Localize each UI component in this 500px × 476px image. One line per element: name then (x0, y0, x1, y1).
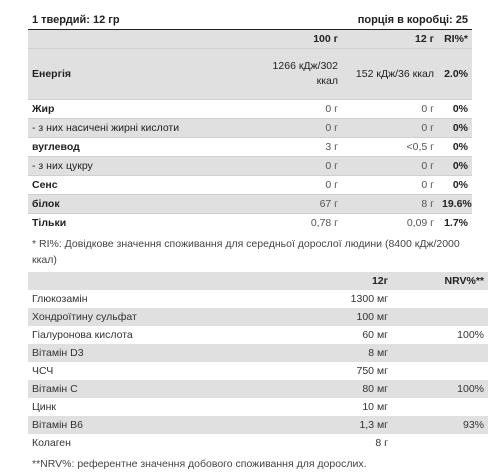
ingredient-nrv (392, 362, 488, 380)
table-row (28, 434, 488, 452)
row-value-12g: 0 г (342, 119, 438, 138)
row-value-12g: 152 кДж/36 ккал (342, 49, 438, 100)
header-ingredient (28, 272, 256, 290)
ingredient-amount: 80 мг (362, 383, 388, 395)
ingredient-nrv: 93% (462, 419, 484, 431)
header-nrv: NRV%** (444, 275, 484, 287)
ingredient-nrv: 100% (457, 383, 484, 395)
ingredient-amount: 10 мг (362, 401, 388, 413)
ingredient-amount: 60 мг (362, 329, 388, 341)
header-label (28, 30, 256, 49)
row-ri: 0% (438, 119, 472, 138)
ingredient-name: Хондроїтину сульфат (32, 311, 137, 323)
header-ri: RI%* (444, 33, 468, 45)
row-label: Енергія (28, 49, 256, 100)
row-value-100g: 67 г (256, 195, 342, 214)
row-value-100g: 3 г (256, 138, 342, 157)
row-ri: 0% (438, 100, 472, 119)
ingredient-amount: 1300 мг (350, 293, 388, 305)
nutrition-table (28, 30, 472, 232)
table-row (28, 100, 472, 119)
ingredient-nrv (392, 308, 488, 326)
table-row (28, 398, 488, 416)
row-label: вуглевод (28, 138, 256, 157)
ingredient-name: Гіалуронова кислота (32, 329, 133, 341)
ingredient-name: Вітамін D3 (32, 347, 84, 359)
ingredients-table-header (28, 272, 488, 290)
ri-footnote: * RI%: Довідкове значення споживання для середньої дорослої людини (8400 кДж/2000 ккал) (32, 238, 460, 266)
row-label: білок (28, 195, 256, 214)
ingredients-table (28, 272, 488, 452)
table-row (28, 416, 488, 434)
row-value-12g: 0 г (342, 157, 438, 176)
row-value-12g: 0 г (342, 100, 438, 119)
row-value-12g: 0 г (342, 176, 438, 195)
ingredient-amount: 8 г (375, 437, 388, 449)
table-row (28, 176, 472, 195)
row-ri: 19.6% (438, 195, 472, 214)
row-ri: 0% (438, 157, 472, 176)
ingredient-amount: 100 мг (356, 311, 388, 323)
table-row (28, 49, 472, 100)
row-value-100g: 0,78 г (256, 214, 342, 233)
row-ri: 1.7% (438, 214, 472, 233)
ingredient-name: Вітамін B6 (32, 419, 83, 431)
ingredient-nrv (392, 344, 488, 362)
header-per-12g: 12 г (415, 33, 434, 45)
serving-size: 1 твердий: 12 гр (32, 13, 120, 26)
row-value-100g: 1266 кДж/302 ккал (256, 49, 342, 100)
table-row (28, 380, 488, 398)
table-row (28, 326, 488, 344)
table-row (28, 138, 472, 157)
ingredient-nrv (392, 434, 488, 452)
row-value-100g: 0 г (256, 119, 342, 138)
row-value-12g: 0,09 г (342, 214, 438, 233)
servings-per-box: порція в коробці: 25 (357, 13, 468, 26)
row-value-100g: 0 г (256, 176, 342, 195)
table-row (28, 344, 488, 362)
ingredient-name: ЧСЧ (32, 365, 54, 377)
ingredient-nrv (392, 290, 488, 308)
row-ri: 0% (438, 138, 472, 157)
nutrition-panel (28, 10, 484, 476)
ingredient-amount: 1,3 мг (359, 419, 388, 431)
table-row (28, 214, 472, 233)
table-row (28, 362, 488, 380)
row-label: Сенс (28, 176, 256, 195)
table-row (28, 308, 488, 326)
ingredient-name: Глюкозамін (32, 293, 88, 305)
row-ri: 0% (438, 176, 472, 195)
row-value-12g: <0,5 г (342, 138, 438, 157)
row-value-100g: 0 г (256, 157, 342, 176)
row-value-100g: 0 г (256, 100, 342, 119)
table-row (28, 157, 472, 176)
nrv-footnote: **NRV%: референтне значення добового споживання для дорослих. (32, 458, 367, 470)
ingredient-name: Цинк (32, 401, 57, 413)
serving-header (28, 10, 472, 30)
ingredient-amount: 750 мг (356, 365, 388, 377)
row-label: Жир (28, 100, 256, 119)
row-label: - з них цукру (28, 157, 256, 176)
ingredient-name: Колаген (32, 437, 71, 449)
ingredient-amount: 8 мг (368, 347, 388, 359)
header-per-100g: 100 г (313, 33, 338, 45)
header-amount: 12г (371, 275, 388, 287)
row-label: Тільки (28, 214, 256, 233)
table-row (28, 290, 488, 308)
row-ri: 2.0% (438, 49, 472, 100)
nutrition-table-header (28, 30, 472, 49)
row-value-12g: 8 г (342, 195, 438, 214)
ingredient-nrv: 100% (457, 329, 484, 341)
ingredient-nrv (392, 398, 488, 416)
ingredient-name: Вітамін C (32, 383, 78, 395)
table-row (28, 195, 472, 214)
row-label: - з них насичені жирні кислоти (28, 119, 256, 138)
table-row (28, 119, 472, 138)
